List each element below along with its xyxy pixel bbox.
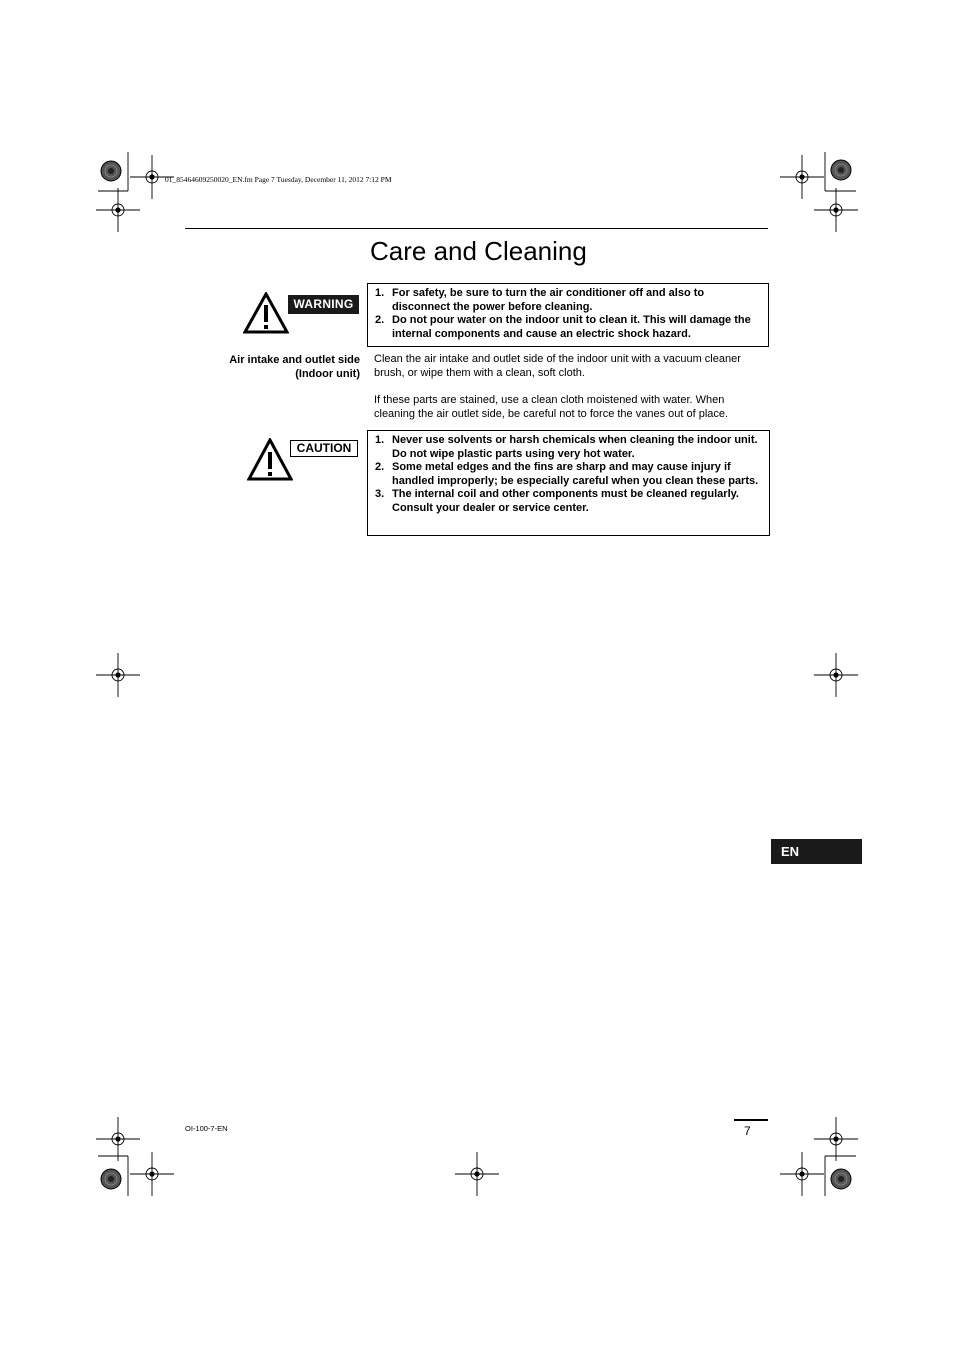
warning-box [367, 283, 769, 347]
section-paragraph-2: If these parts are stained, use a clean cloth moistened with water. When cleaning the air outlet side, be careful not to force the vanes out of place. [374, 394, 729, 420]
item-number: 1. [375, 434, 385, 446]
title-rule [185, 228, 768, 229]
item-number: 1. [375, 287, 385, 299]
item-number: 2. [375, 314, 385, 327]
item-text: Some metal edges and the fins are sharp and may cause injury if handled improperly; be especially careful when you clean these parts. [392, 461, 759, 487]
section-label [210, 353, 360, 381]
item-text: For safety, be sure to turn the air conditioner off and also to disconnect the power before cleaning. [392, 287, 705, 313]
page-title: Care and Cleaning [370, 236, 587, 266]
section-paragraph-1: Clean the air intake and outlet side of the indoor unit with a vacuum cleaner brush, or wipe them with a clean, soft cloth. [374, 353, 741, 379]
caution-item [375, 461, 763, 488]
warning-item [375, 314, 762, 341]
item-number: 3. [375, 488, 385, 501]
document-code: OI-100-7-EN [185, 1124, 228, 1133]
section-label-line1: Air intake and outlet side [229, 354, 360, 366]
item-text: Do not pour water on the indoor unit to clean it. This will damage the internal components and cause an electric shock hazard. [392, 314, 751, 340]
item-text: Never use solvents or harsh chemicals when cleaning the indoor unit. Do not wipe plastic parts using very hot water. [392, 434, 758, 460]
item-text: The internal coil and other components must be cleaned regularly. Consult your dealer or service center. [392, 488, 739, 514]
warning-triangle-icon [243, 292, 289, 334]
caution-triangle-icon [247, 438, 293, 481]
caution-box [367, 430, 770, 536]
section-label-line2: (Indoor unit) [295, 368, 360, 380]
page-number: 7 [744, 1124, 751, 1138]
caution-item [375, 488, 763, 515]
caution-badge: CAUTION [290, 440, 358, 457]
item-number: 2. [375, 461, 385, 474]
language-tab: EN [771, 839, 862, 864]
warning-badge: WARNING [288, 295, 359, 314]
caution-item [375, 434, 763, 461]
file-info-header: 01_85464609250020_EN.fm Page 7 Tuesday, December 11, 2012 7:12 PM [165, 175, 392, 184]
page-number-rule [734, 1119, 768, 1121]
warning-item [375, 287, 762, 314]
